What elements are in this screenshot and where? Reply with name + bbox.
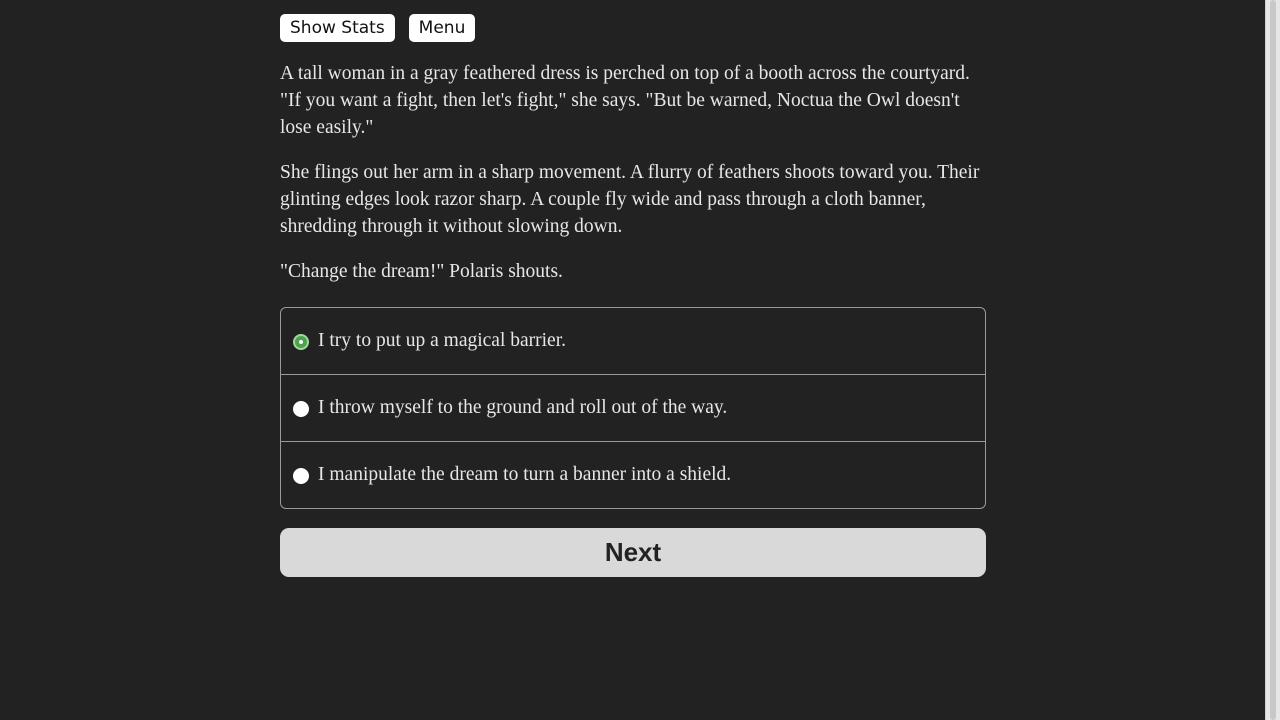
- top-toolbar: [280, 14, 986, 42]
- choice-option-1[interactable]: [281, 308, 985, 375]
- menu-button[interactable]: Menu: [409, 14, 476, 42]
- radio-selected-icon[interactable]: [293, 334, 309, 350]
- choice-option-2[interactable]: [281, 375, 985, 442]
- game-container: [280, 14, 986, 577]
- radio-unselected-icon[interactable]: [293, 468, 309, 484]
- story-paragraph: "Change the dream!" Polaris shouts.: [280, 261, 563, 282]
- show-stats-button[interactable]: Show Stats: [280, 14, 395, 42]
- next-button[interactable]: Next: [280, 528, 986, 577]
- story-paragraph: She flings out her arm in a sharp movement. A flurry of feathers shoots toward you. Their glinting edges look razor sharp. A couple fly wide and pass through a cloth banner, shredding through it without slowing down.: [280, 162, 980, 237]
- story-paragraph: A tall woman in a gray feathered dress is perched on top of a booth across the courtyard. "If you want a fight, then let's fight," she says. "But be warned, Noctua the Owl doesn't lose easily.": [280, 63, 970, 138]
- choice-label: I manipulate the dream to turn a banner into a shield.: [318, 464, 732, 485]
- choice-label: I try to put up a magical barrier.: [318, 330, 566, 351]
- choice-option-3[interactable]: [281, 442, 985, 508]
- choice-list: [280, 307, 986, 509]
- scrollbar-thumb[interactable]: [1270, 0, 1276, 720]
- story-text: [280, 60, 986, 285]
- scrollbar[interactable]: [1265, 0, 1280, 720]
- choice-label: I throw myself to the ground and roll out of the way.: [318, 397, 728, 418]
- radio-unselected-icon[interactable]: [293, 401, 309, 417]
